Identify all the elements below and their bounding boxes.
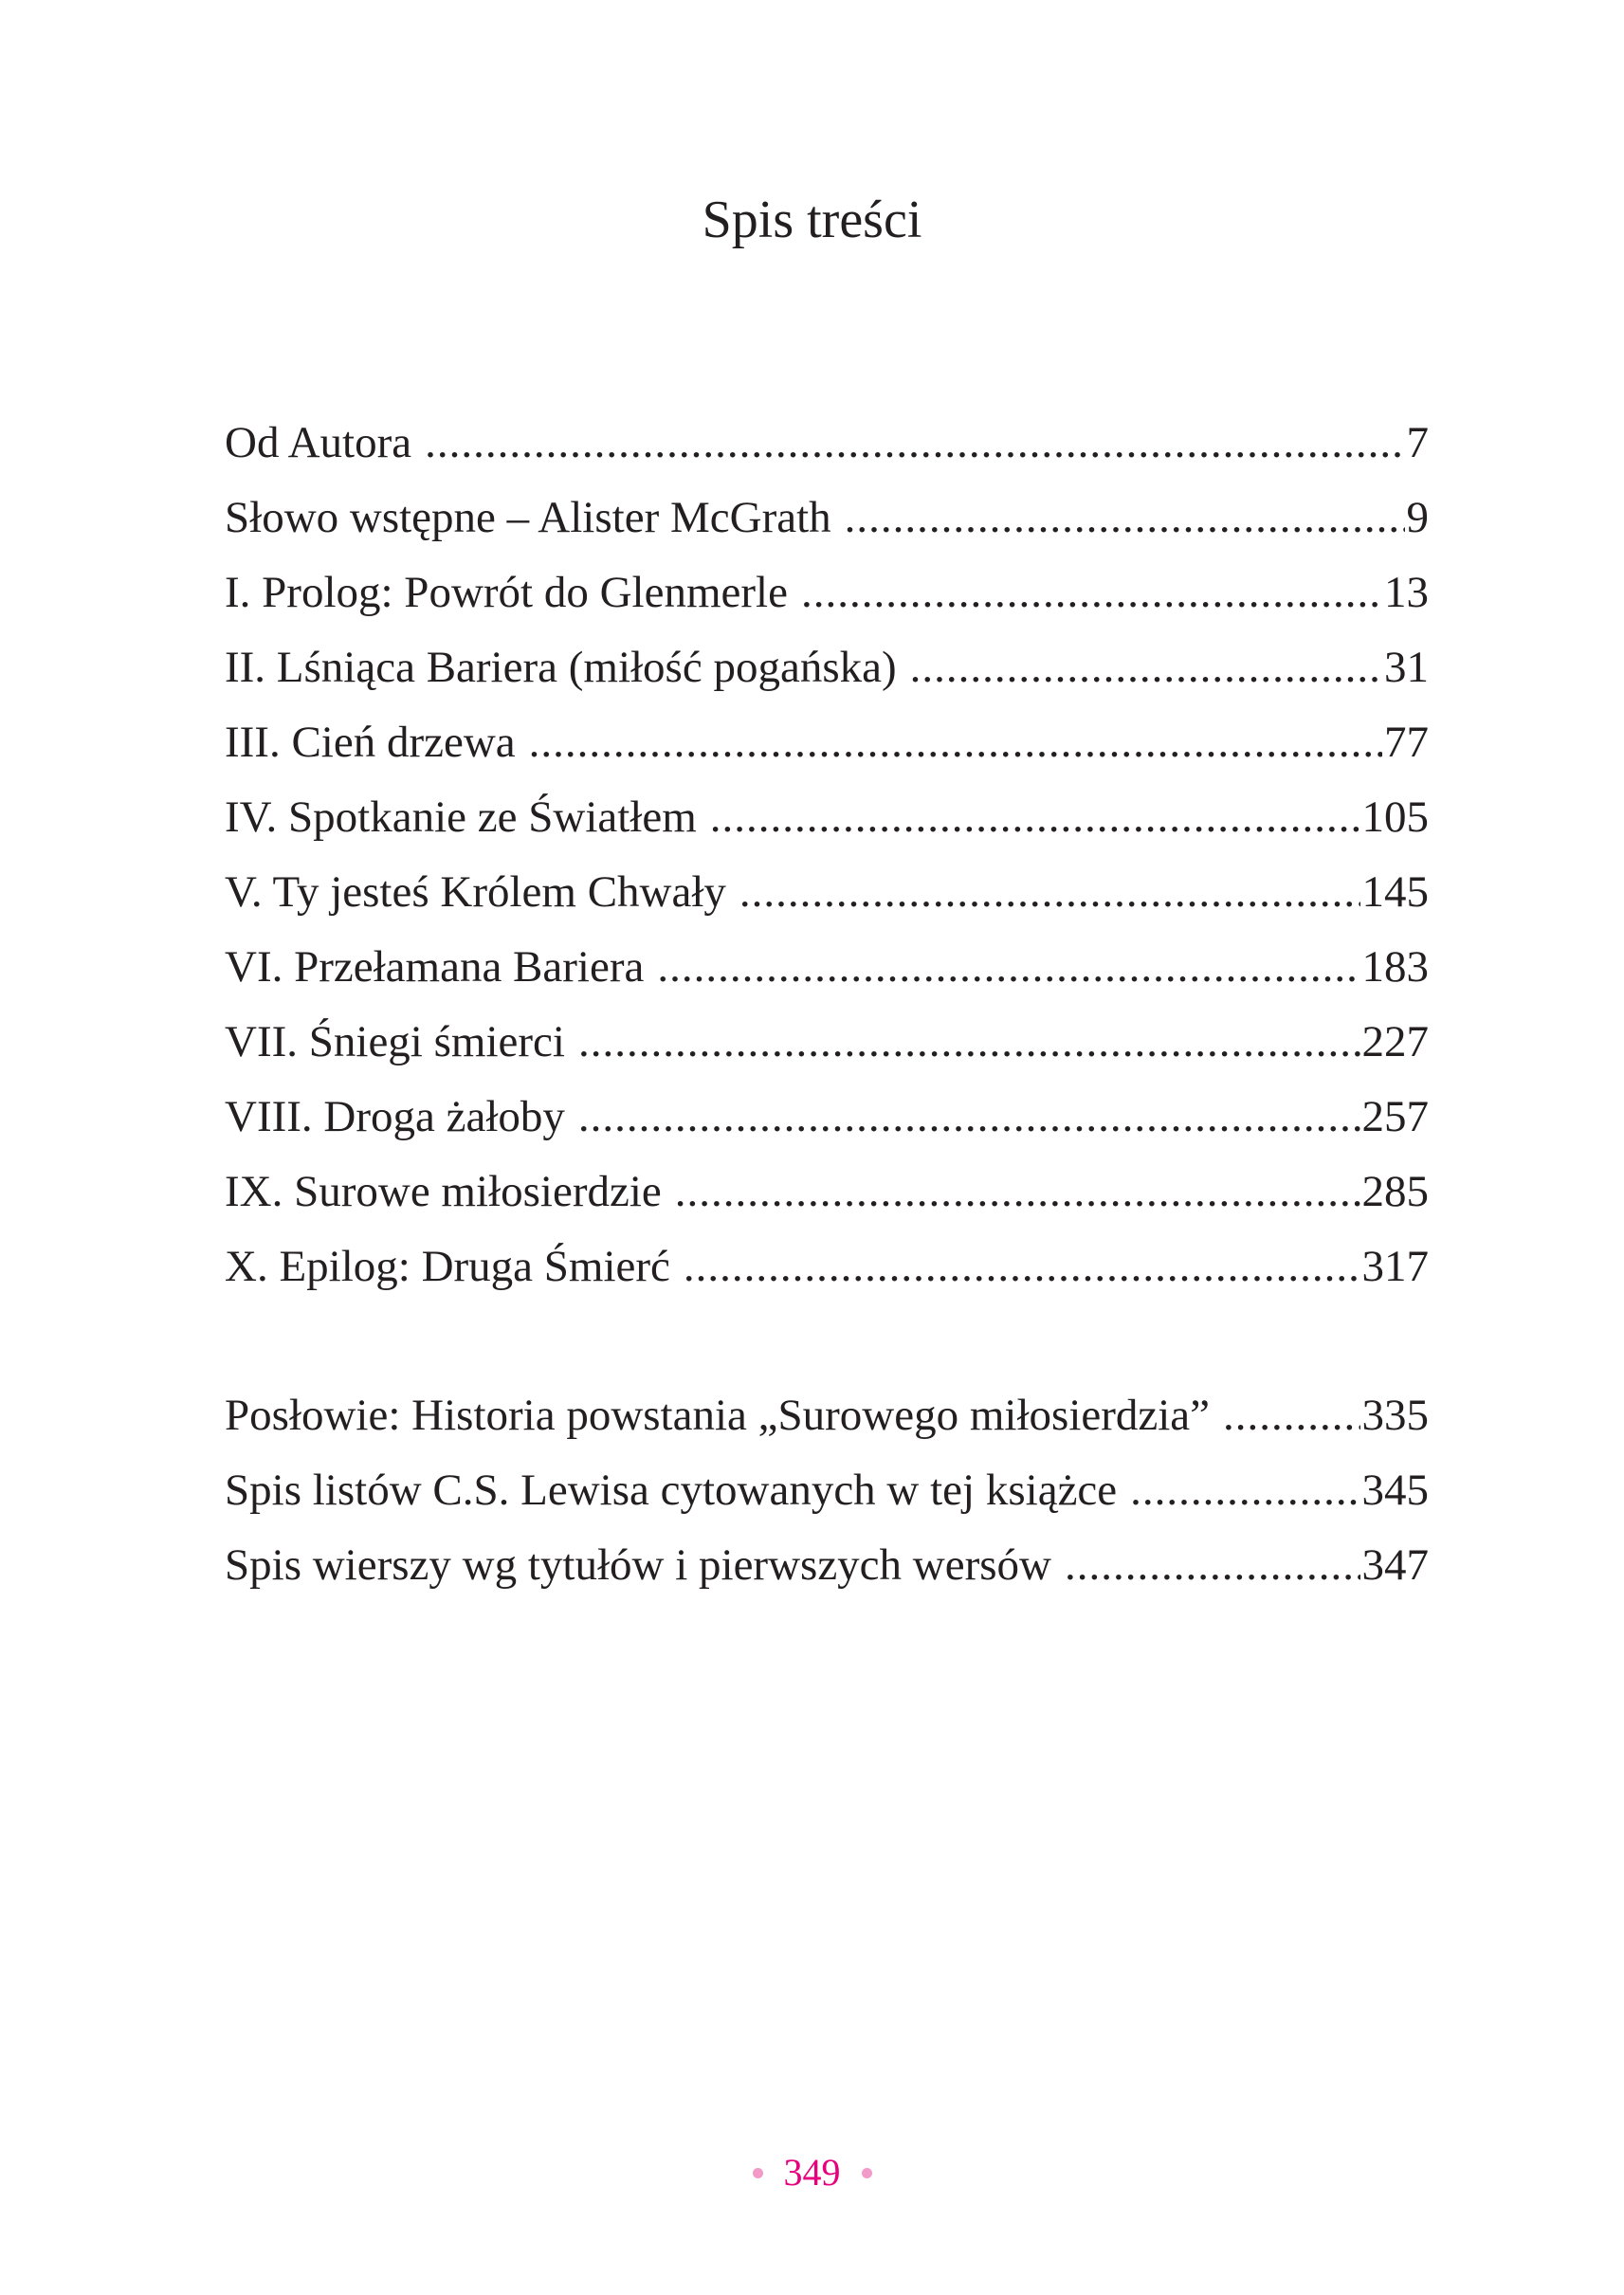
toc-entry-title: V. Ty jesteś Królem Chwały <box>225 867 726 917</box>
page-footer <box>0 2150 1624 2195</box>
toc-entry[interactable] <box>225 1155 1429 1229</box>
toc-entry[interactable] <box>225 630 1429 705</box>
toc-entry-title: III. Cień drzewa <box>225 718 516 767</box>
toc-dot-leader <box>675 1155 1360 1229</box>
toc-entry[interactable] <box>225 406 1429 481</box>
toc-entry[interactable] <box>225 930 1429 1005</box>
toc-entry-page: 285 <box>1361 1167 1429 1216</box>
toc-entry[interactable] <box>225 481 1429 556</box>
toc-dot-leader <box>578 1080 1360 1155</box>
toc-entry-page: 9 <box>1406 493 1429 542</box>
toc-entry-title: Słowo wstępne – Alister McGrath <box>225 493 831 542</box>
toc-entry-title: Posłowie: Historia powstania „Surowego miłosierdzia” <box>225 1391 1211 1440</box>
toc-entry-page: 13 <box>1384 568 1429 617</box>
toc-entry-title: I. Prolog: Powrót do Glenmerle <box>225 568 788 617</box>
toc-dot-leader <box>425 406 1404 481</box>
toc-entry-page: 347 <box>1361 1540 1429 1590</box>
toc-dot-leader <box>801 556 1382 630</box>
toc-entry[interactable] <box>225 1453 1429 1528</box>
toc-dot-leader <box>529 705 1382 780</box>
toc-dot-leader <box>657 930 1359 1005</box>
toc-entry-title: Spis wierszy wg tytułów i pierwszych wersów <box>225 1540 1051 1590</box>
page-number: 349 <box>783 2151 841 2194</box>
toc-entry-title: II. Lśniąca Bariera (miłość pogańska) <box>225 643 897 692</box>
page-title: Spis treści <box>702 191 922 249</box>
toc-entry-title: VI. Przełamana Bariera <box>225 942 645 992</box>
toc-entry-title: VIII. Droga żałoby <box>225 1092 565 1141</box>
toc-entry-page: 335 <box>1361 1391 1429 1440</box>
toc-dot-leader <box>578 1005 1360 1080</box>
footer-bullet-right <box>862 2168 872 2178</box>
toc-entry[interactable] <box>225 1528 1429 1603</box>
toc-entry-page: 183 <box>1361 942 1429 992</box>
toc-dot-leader <box>910 630 1382 705</box>
toc-dot-leader <box>1223 1378 1359 1453</box>
toc-appendix-list <box>225 1378 1429 1603</box>
toc-entry-title: X. Epilog: Druga Śmierć <box>225 1242 670 1291</box>
toc-dot-leader <box>1065 1528 1360 1603</box>
footer-bullet-left <box>753 2168 763 2178</box>
toc-entry-title: VII. Śniegi śmierci <box>225 1017 565 1066</box>
toc-entry[interactable] <box>225 1080 1429 1155</box>
toc-dot-leader <box>739 855 1360 930</box>
toc-entry-page: 31 <box>1384 643 1429 692</box>
toc-entry[interactable] <box>225 1005 1429 1080</box>
toc-entry[interactable] <box>225 556 1429 630</box>
toc-entry-page: 345 <box>1361 1466 1429 1515</box>
toc-entry-title: Spis listów C.S. Lewisa cytowanych w tej książce <box>225 1466 1118 1515</box>
toc-entry[interactable] <box>225 780 1429 855</box>
toc-entry[interactable] <box>225 705 1429 780</box>
toc-entry[interactable] <box>225 855 1429 930</box>
toc-dot-leader <box>1130 1453 1359 1528</box>
toc-entry-page: 7 <box>1406 418 1429 467</box>
toc-entry-title: Od Autora <box>225 418 412 467</box>
toc-entry-page: 257 <box>1361 1092 1429 1141</box>
toc-entry-title: IX. Surowe miłosierdzie <box>225 1167 662 1216</box>
toc-entry-page: 77 <box>1384 718 1429 767</box>
toc-entry-page: 145 <box>1361 867 1429 917</box>
toc-entry-title: IV. Spotkanie ze Światłem <box>225 792 697 842</box>
toc-entry[interactable] <box>225 1229 1429 1304</box>
toc-entry-page: 105 <box>1361 792 1429 842</box>
toc-entry[interactable] <box>225 1378 1429 1453</box>
toc-entry-page: 317 <box>1361 1242 1429 1291</box>
toc-dot-leader <box>684 1229 1360 1304</box>
toc-dot-leader <box>710 780 1360 855</box>
toc-main-list <box>225 406 1429 1304</box>
toc-dot-leader <box>845 481 1405 556</box>
toc-entry-page: 227 <box>1361 1017 1429 1066</box>
